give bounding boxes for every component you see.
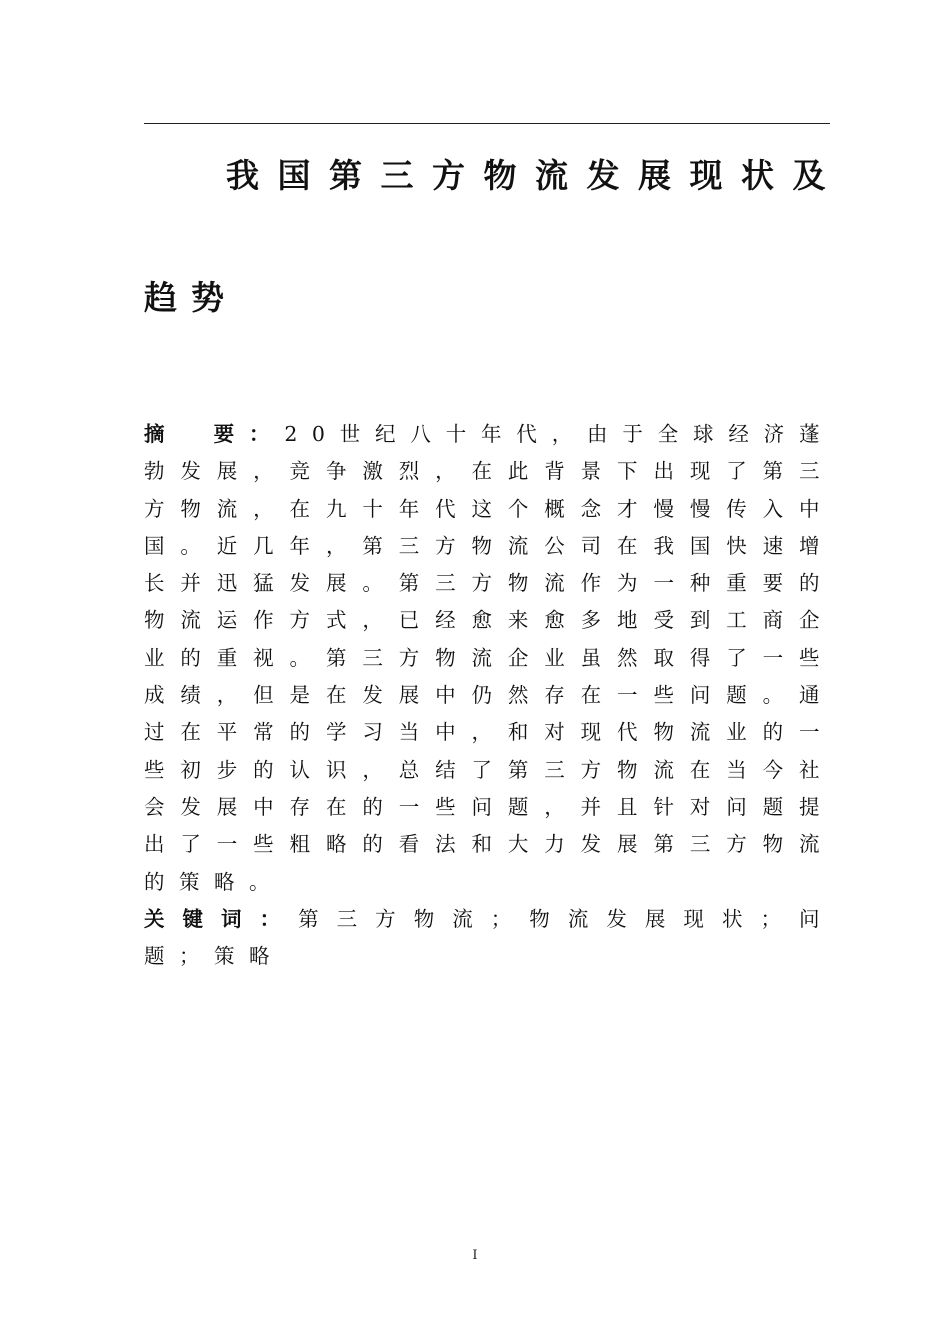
keywords-label: 关键词： [144,906,299,931]
header-rule [144,123,830,124]
document-title-line-1: 我国第三方物流发展现状及 [226,156,844,195]
page-number: I [472,1248,478,1263]
abstract-paragraph [144,416,834,901]
abstract-section [144,416,834,975]
abstract-label-part1: 摘 [144,422,180,446]
document-title-line-2: 趋势 [144,278,238,317]
keywords-paragraph [144,901,834,976]
abstract-label-part2: 要： [213,422,285,446]
keywords-text: 第三方物流；物流发展现状；问题；策略 [144,906,835,969]
abstract-text: 20世纪八十年代，由于全球经济蓬勃发展，竞争激烈，在此背景下出现了第三方物流，在九十年代这个概念才慢慢传入中国。近几年，第三方物流公司在我国快速增长并迅猛发展。第三方物流作为一种重要的物流运作方式，已经愈来愈多地受到工商企业的重视。第三方物流企业虽然取得了一些成绩，但是在发展中仍然存在一些问题。通过在平常的学习当中，和对现代物流业的一些初步的认识，总结了第三方物流在当今社会发展中存在的一些问题，并且针对问题提出了一些粗略的看法和大力发展第三方物流的策略。 [144,422,834,894]
